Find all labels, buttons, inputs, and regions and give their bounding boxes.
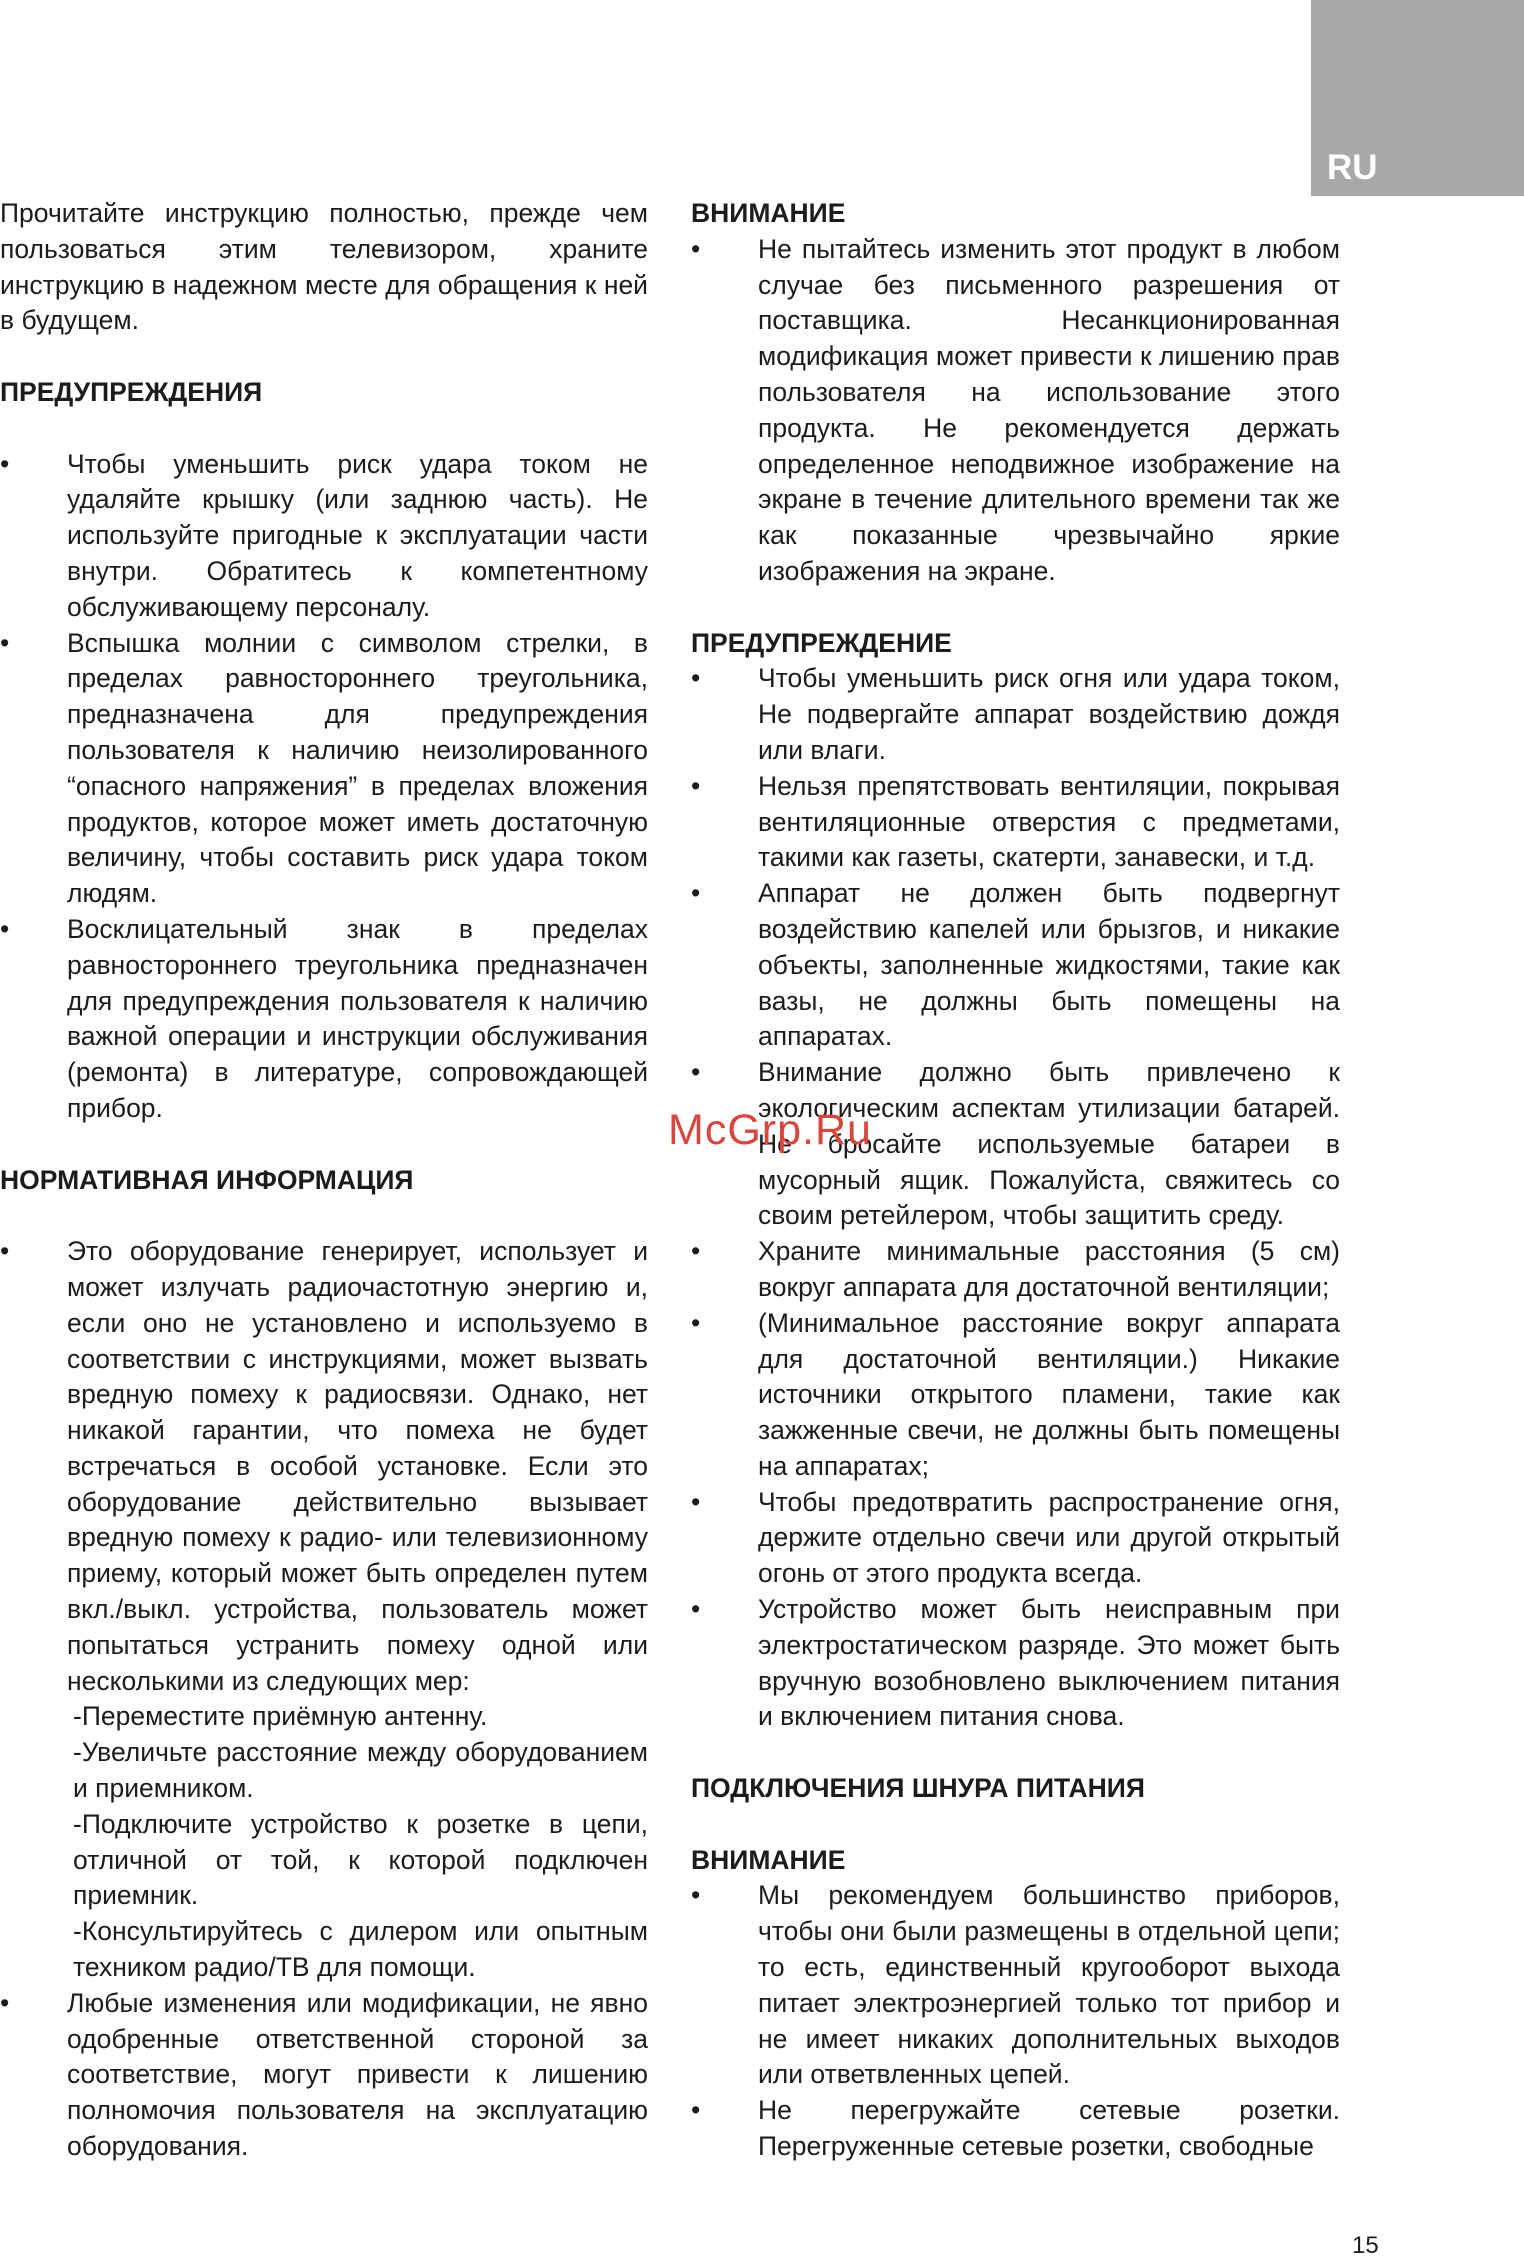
list-item: • Вспышка молнии с символом стрелки, в пределах равностороннего треугольника, предназначена для предупреждения пользователя к наличию неизолированного “опасного напряжения” в пределах вложения продуктов, которое может иметь достаточную величину, чтобы составить риск удара током людям. bbox=[0, 627, 648, 909]
list-item: • Чтобы предотвратить распространение огня, держите отдельно свечи или другой открытый огонь от этого продукта всегда. bbox=[691, 1486, 1340, 1589]
list-item: • Чтобы уменьшить риск огня или удара током, Не подвергайте аппарат воздействию дождя или влаги. bbox=[691, 663, 1340, 765]
power-attention-heading: ВНИМАНИЕ bbox=[691, 1844, 846, 1875]
bullet-icon: • bbox=[0, 448, 10, 479]
attention-heading: ВНИМАНИЕ bbox=[691, 198, 846, 228]
bullet-icon: • bbox=[691, 878, 701, 909]
watermark: McGrp.Ru bbox=[668, 1106, 872, 1154]
bullet-icon: • bbox=[691, 1236, 701, 1267]
list-item: • (Минимальное расстояние вокруг аппарата для достаточной вентиляции.) Никакие источники открытого пламени, такие как зажженные свечи, не должны быть помещены на аппаратах; bbox=[691, 1307, 1340, 1481]
warnings-heading: ПРЕДУПРЕЖДЕНИЯ bbox=[0, 376, 263, 407]
list-item: • Любые изменения или модификации, не явно одобренные ответственной стороной за соответствие, могут привести к лишению полномочия пользователя на эксплуатацию оборудования. bbox=[0, 1987, 648, 2162]
intro-paragraph: Прочитайте инструкцию полностью, прежде чем пользоваться этим телевизором, храните инструкцию в надежном месте для обращения к ней в будущем. bbox=[0, 198, 648, 336]
bullet-icon: • bbox=[691, 770, 701, 801]
list-item: • Это оборудование генерирует, использует и может излучать радиочастотную энергию и, если оно не установлено и используемо в соответствии с инструкциями, может вызвать вредную помеху к радиосвязи. Однако, нет никакой гарантии, что помеха не будет встречаться в особой установке. Если это оборудование действительно вызывает вредную помеху к радио- или телевизионному приему, который может быть определен путем вкл./выкл. устройства, пользователь может попытаться устранить помеху одной или несколькими из следующих мер: bbox=[0, 1236, 648, 1696]
language-label: RU bbox=[1327, 148, 1378, 187]
list-item: • Не перегружайте сетевые розетки. Перегруженные сетевые розетки, свободные bbox=[691, 2095, 1340, 2162]
measure-item: -Консультируйтесь с дилером или опытным техником радио/ТВ для помощи. bbox=[73, 1916, 648, 1983]
bullet-icon: • bbox=[0, 1987, 10, 2018]
bullet-icon: • bbox=[0, 1236, 10, 1267]
bullet-icon: • bbox=[691, 1880, 701, 1911]
bullet-icon: • bbox=[691, 663, 701, 694]
bullet-icon: • bbox=[691, 233, 701, 264]
list-item: • Не пытайтесь изменить этот продукт в любом случае без письменного разрешения от поставщика. Несанкционированная модификация может привести к лишению прав пользователя на использование этого продукта. Не рекомендуется держать определенное неподвижное изображение на экране в течение длительного времени так же как показанные чрезвычайно яркие изображения на экране. bbox=[691, 233, 1340, 586]
left-column bbox=[0, 196, 648, 2165]
list-item: • Внимание должно быть привлечено к экологическим аспектам утилизации батарей. Не бросайте используемые батареи в мусорный ящик. Пожалуйста, свяжитесь со своим ретейлером, чтобы защитить среду. bbox=[691, 1057, 1340, 1231]
list-item: • Мы рекомендуем большинство приборов, чтобы они были размещены в отдельной цепи; то есть, единственный кругооборот выхода питает электроэнергией только тот прибор и не имеет никаких дополнительных выходов или ответвленных цепей. bbox=[691, 1880, 1340, 2090]
list-item: • Чтобы уменьшить риск удара током не удаляйте крышку (или заднюю часть). Не используйте пригодные к эксплуатации части внутри. Обратитесь к компетентному обслуживающему персоналу. bbox=[0, 448, 648, 622]
list-item: • Восклицательный знак в пределах равностороннего треугольника предназначен для предупреждения пользователя к наличию важной операции и инструкции обслуживания (ремонта) в литературе, сопровождающей прибор. bbox=[0, 913, 648, 1123]
bullet-icon: • bbox=[691, 2095, 701, 2126]
list-item: • Аппарат не должен быть подвергнут воздействию капелей или брызгов, и никакие объекты, заполненные жидкостями, такие как вазы, не должны быть помещены на аппаратах. bbox=[691, 878, 1340, 1052]
bullet-icon: • bbox=[691, 1594, 701, 1625]
list-item: • Нельзя препятствовать вентиляции, покрывая вентиляционные отверстия с предметами, такими как газеты, скатерти, занавески, и т.д. bbox=[691, 770, 1340, 873]
right-column bbox=[691, 196, 1340, 2165]
bullet-icon: • bbox=[0, 913, 10, 944]
bullet-icon: • bbox=[691, 1057, 701, 1088]
page-number: 15 bbox=[1352, 2232, 1379, 2259]
measure-item: -Переместите приёмную антенну. bbox=[73, 1701, 488, 1732]
measure-item: -Подключите устройство к розетке в цепи, отличной от той, к которой подключен приемник. bbox=[73, 1808, 648, 1911]
bullet-icon: • bbox=[0, 627, 10, 658]
language-tab bbox=[1311, 0, 1524, 196]
list-item: • Храните минимальные расстояния (5 см) вокруг аппарата для достаточной вентиляции; bbox=[691, 1236, 1340, 1302]
bullet-icon: • bbox=[691, 1486, 701, 1517]
power-cord-heading: ПОДКЛЮЧЕНИЯ ШНУРА ПИТАНИЯ bbox=[691, 1773, 1145, 1804]
bullet-icon: • bbox=[691, 1307, 701, 1338]
measure-item: -Увеличьте расстояние между оборудованием и приемником. bbox=[73, 1737, 648, 1804]
list-item: • Устройство может быть неисправным при электростатическом разряде. Это может быть вручную возобновлено выключением питания и включением питания снова. bbox=[691, 1594, 1340, 1732]
caution-heading: ПРЕДУПРЕЖДЕНИЕ bbox=[691, 627, 952, 658]
regulatory-heading: НОРМАТИВНАЯ ИНФОРМАЦИЯ bbox=[0, 1164, 414, 1195]
